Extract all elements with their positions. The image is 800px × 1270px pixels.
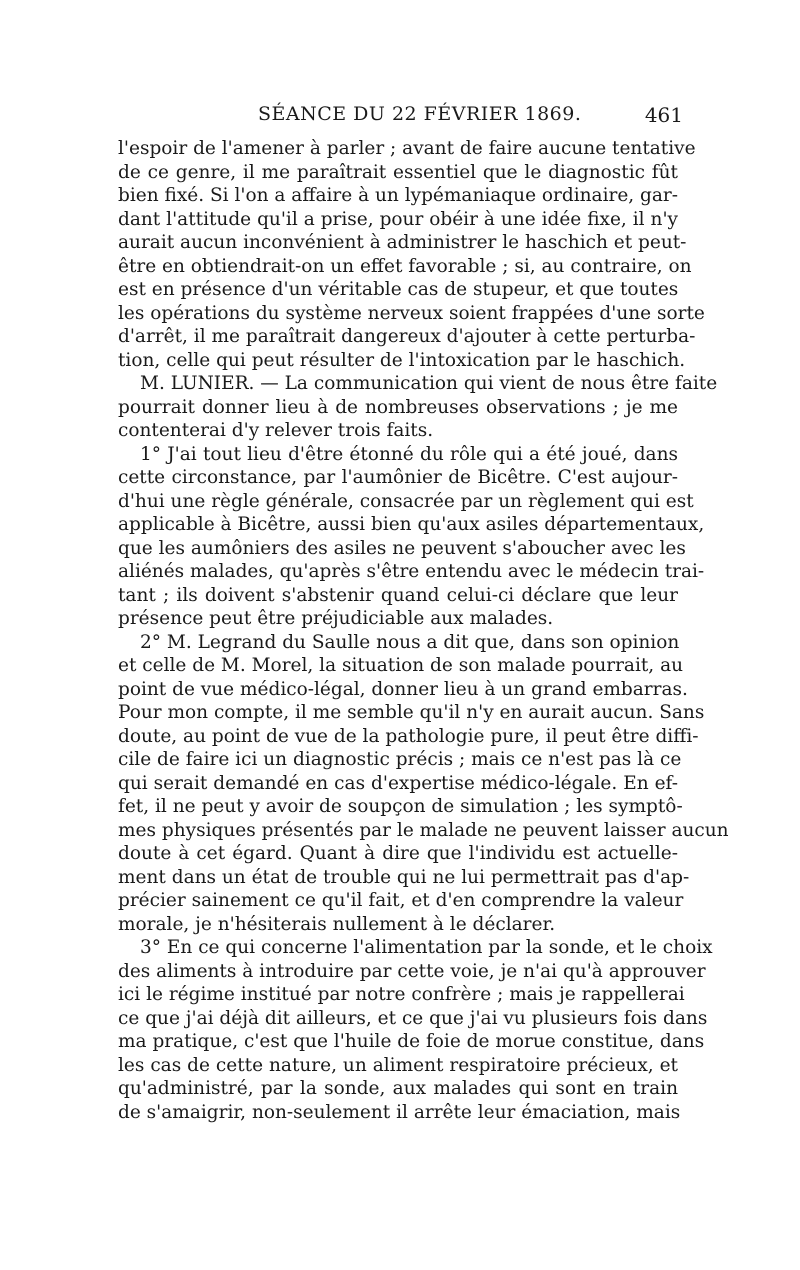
text-line: contenterai d'y relever trois faits. [118,420,434,441]
text-line: des aliments à introduire par cette voie, je n'ai qu'à approuver [118,960,706,982]
text-line: mes physiques présentés par le malade ne peuvent laisser aucun [118,819,729,841]
text-line: précier sainement ce qu'il fait, et d'en comprendre la valeur [118,890,684,911]
text-line: Pour mon compte, il me semble qu'il n'y en aurait aucun. Sans [118,702,705,723]
page-header-title: SÉANCE DU 22 FÉVRIER 1869. [258,103,582,125]
text-line: 2° M. Legrand du Saulle nous a dit que, dans son opinion [140,631,680,653]
text-line: ment dans un état de trouble qui ne lui permettrait pas d'ap- [118,866,690,888]
text-line: bien fixé. Si l'on a affaire à un lypémaniaque ordinaire, gar- [118,185,679,206]
text-line: être en obtiendrait-on un effet favorable ; si, au contraire, on [118,255,692,277]
text-line: aliénés malades, qu'après s'être entendu avec le médecin trai- [118,561,705,582]
text-line: dant l'attitude qu'il a prise, pour obéir à une idée fixe, il n'y [118,208,678,230]
text-line: aurait aucun inconvénient à administrer le haschich et peut- [118,232,687,253]
text-line: 1° J'ai tout lieu d'être étonné du rôle qui a été joué, dans [140,443,678,465]
text-line: M. LUNIER. — La communication qui vient de nous être faite [140,373,718,394]
text-line: les cas de cette nature, un aliment respiratoire précieux, et [118,1054,678,1076]
page-number: 461 [644,103,683,127]
text-line: doute, au point de vue de la pathologie pure, il peut être diffi- [118,725,699,747]
text-line: doute à cet égard. Quant à dire que l'individu est actuelle- [118,843,678,864]
text-line: applicable à Bicêtre, aussi bien qu'aux asiles départementaux, [118,514,705,535]
text-line: présence peut être préjudiciable aux malades. [118,608,554,629]
text-line: de s'amaigrir, non-seulement il arrête leur émaciation, mais [118,1101,681,1123]
text-line: d'hui une règle générale, consacrée par un règlement qui est [118,490,694,512]
text-line: les opérations du système nerveux soient frappées d'une sorte [118,302,705,324]
text-line: cile de faire ici un diagnostic précis ; mais ce n'est pas là ce [118,749,682,770]
text-line: l'espoir de l'amener à parler ; avant de faire aucune tentative [118,138,696,159]
text-line: ce que j'ai déjà dit ailleurs, et ce que j'ai vu plusieurs fois dans [118,1007,708,1029]
text-line: ma pratique, c'est que l'huile de foie de morue constitue, dans [118,1031,705,1052]
text-line: d'arrêt, il me paraîtrait dangereux d'ajouter à cette perturba- [118,326,696,347]
text-line: et celle de M. Morel, la situation de son malade pourrait, au [118,655,684,676]
text-line: fet, il ne peut y avoir de soupçon de simulation ; les symptô- [118,796,683,817]
text-line: ici le régime institué par notre confrère ; mais je rappellerai [118,984,685,1005]
text-line: est en présence d'un véritable cas de stupeur, et que toutes [118,279,679,300]
text-line: point de vue médico-légal, donner lieu à un grand embarras. [118,678,688,700]
text-line: 3° En ce qui concerne l'alimentation par la sonde, et le choix [140,937,713,958]
text-line: pourrait donner lieu à de nombreuses observations ; je me [118,396,678,418]
text-line: tant ; ils doivent s'abstenir quand celui-ci déclare que leur [118,584,678,606]
text-line: tion, celle qui peut résulter de l'intoxication par le haschich. [118,349,686,371]
running-header [118,103,683,133]
text-line: morale, je n'hésiterais nullement à le déclarer. [118,913,556,935]
text-line: que les aumôniers des asiles ne peuvent s'aboucher avec les [118,537,686,559]
body-text [118,137,729,1124]
text-line: cette circonstance, par l'aumônier de Bicêtre. C'est aujour- [118,467,678,488]
text-line: qu'administré, par la sonde, aux malades qui sont en train [118,1078,678,1099]
text-line: qui serait demandé en cas d'expertise médico-légale. En ef- [118,772,678,794]
text-line: de ce genre, il me paraîtrait essentiel que le diagnostic fût [118,161,678,183]
